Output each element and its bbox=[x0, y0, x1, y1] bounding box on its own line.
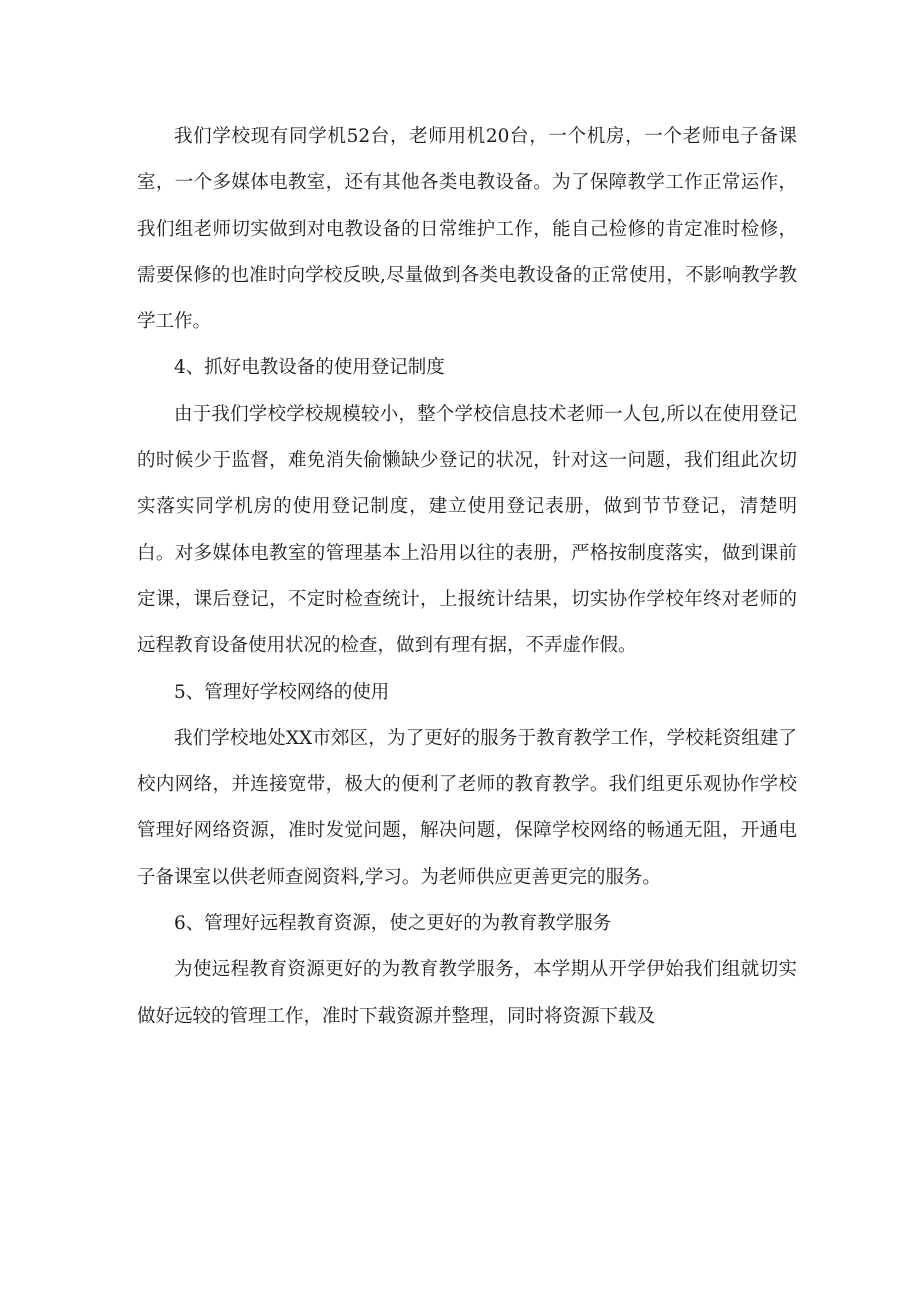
section-heading-5: 5、管理好学校网络的使用 bbox=[174, 681, 390, 703]
section-heading-6: 6、管理好远程教育资源，使之更好的为教育教学服务 bbox=[174, 913, 612, 935]
paragraph-network-management: 我们学校地处XX市郊区，为了更好的服务于教育教学工作，学校耗资组建了校内网络，并连接宽带，极大的便利了老师的教育教学。我们组更乐观协作学校管理好网络资源，准时发觉问题，解决问题，保障学校网络的畅通无阻，开通电子备课室以供老师查阅资料,学习。为老师供应更善更完的服务。 bbox=[137, 727, 797, 888]
paragraph-usage-registration: 由于我们学校学校规模较小，整个学校信息技术老师一人包,所以在使用登记的时候少于监督，难免消失偷懒缺少登记的状况，针对这一问题，我们组此次切实落实同学机房的使用登记制度，建立使用登记表册，做到节节登记，清楚明白。对多媒体电教室的管理基本上沿用以往的表册，严格按制度落实，做到课前定课，课后登记，不定时检查统计，上报统计结果，切实协作学校年终对老师的远程教育设备使用状况的检查，做到有理有据，不弄虚作假。 bbox=[137, 403, 797, 657]
paragraph-equipment-overview: 我们学校现有同学机52台，老师用机20台，一个机房，一个老师电子备课室，一个多媒体电教室，还有其他各类电教设备。为了保障教学工作正常运作，我们组老师切实做到对电教设备的日常维护工作，能自己检修的肯定准时检修，需要保修的也准时向学校反映,尽量做到各类电教设备的正常使用，不影响教学教学工作。 bbox=[137, 126, 797, 333]
section-heading-4: 4、抓好电教设备的使用登记制度 bbox=[174, 357, 445, 379]
document-body bbox=[137, 114, 797, 1040]
paragraph-remote-education: 为使远程教育资源更好的为教育教学服务，本学期从开学伊始我们组就切实做好远较的管理工作，准时下载资源并整理，同时将资源下载及 bbox=[137, 959, 797, 1027]
